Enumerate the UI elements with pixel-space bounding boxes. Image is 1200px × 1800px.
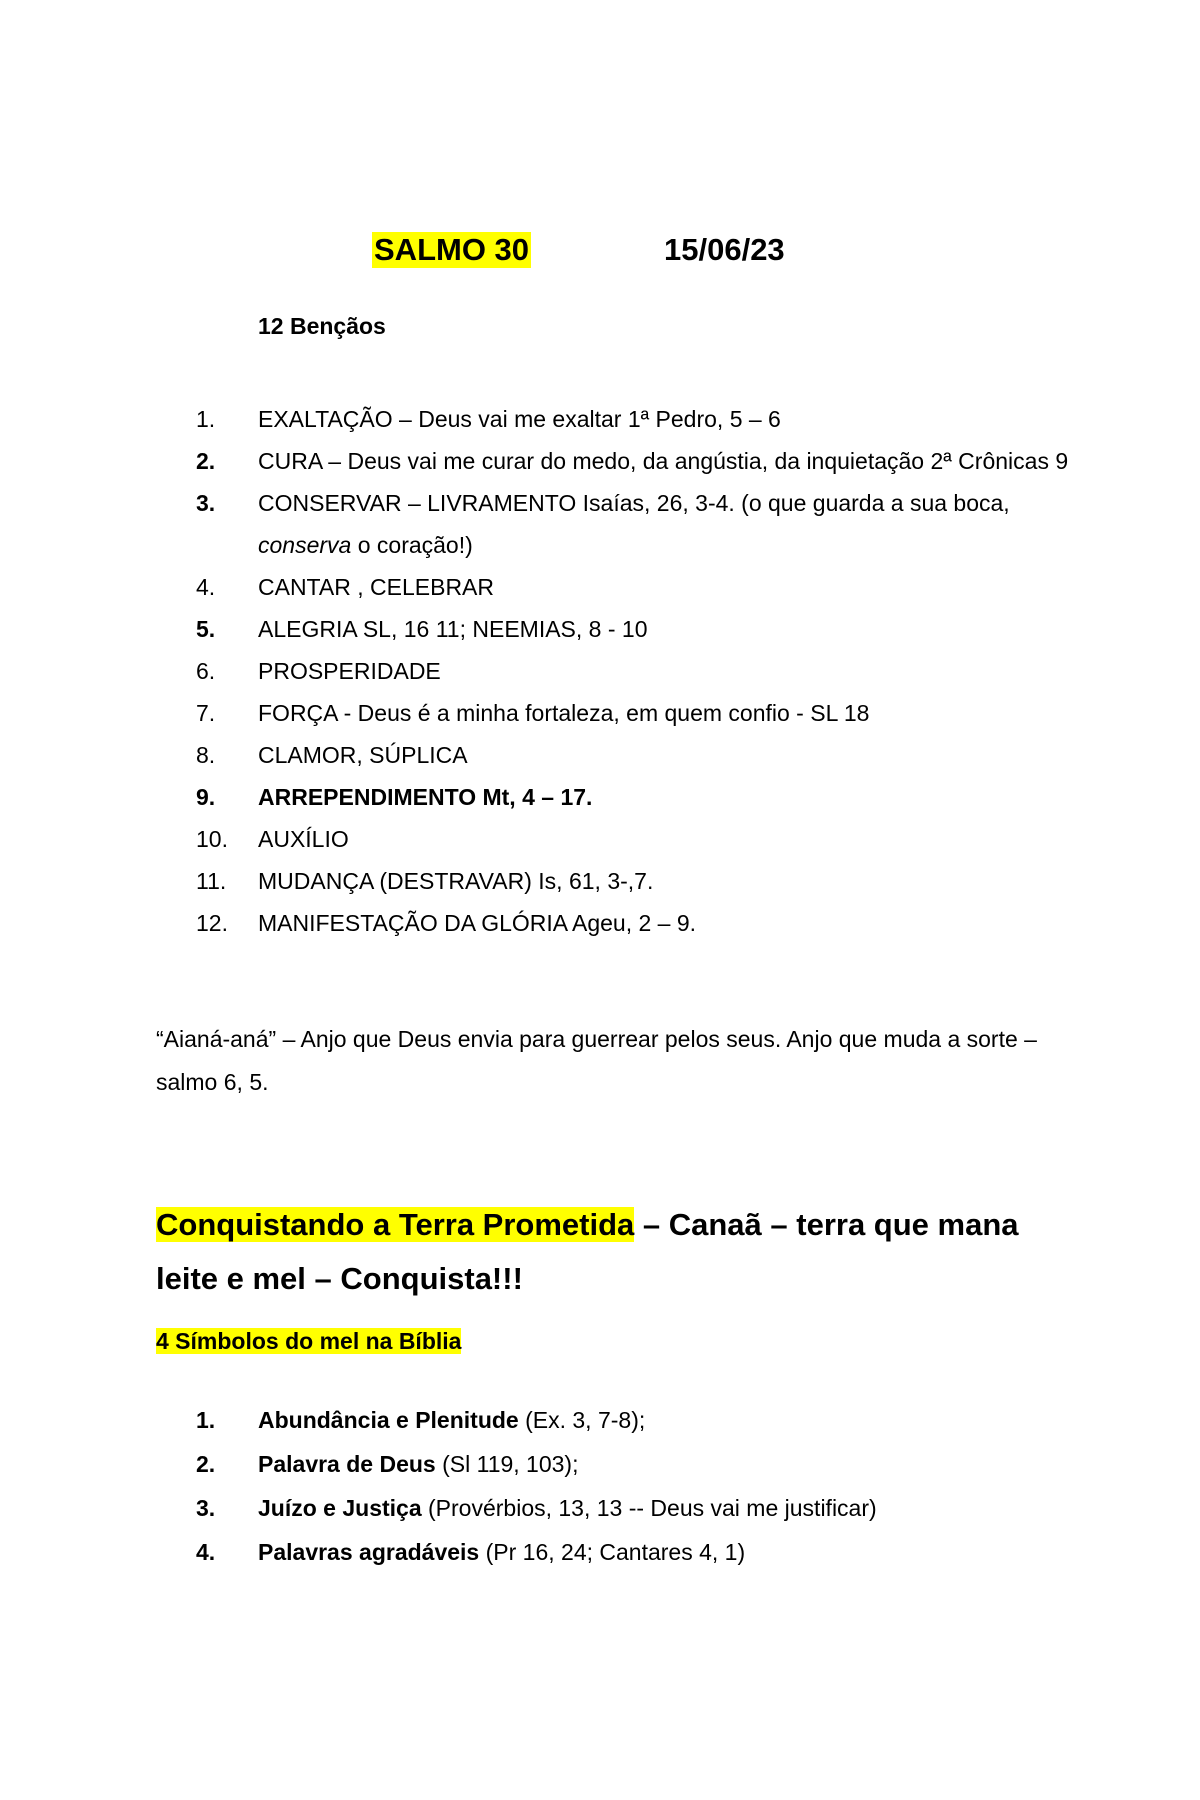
list-item bbox=[196, 1486, 1076, 1530]
list-item-text: ALEGRIA SL, 16 11; NEEMIAS, 8 - 10 bbox=[258, 616, 648, 642]
list-item bbox=[196, 650, 1076, 692]
list-item-term: Abundância e Plenitude bbox=[258, 1407, 519, 1433]
list-item-number: 10. bbox=[196, 826, 228, 852]
page-title-row bbox=[372, 232, 892, 272]
list-item-text: FORÇA - Deus é a minha fortaleza, em quem confio - SL 18 bbox=[258, 700, 870, 726]
list-item bbox=[196, 818, 1076, 860]
list-item bbox=[196, 566, 1076, 608]
list-item bbox=[196, 608, 1076, 650]
list-item-number: 3. bbox=[196, 490, 216, 516]
symbols-list bbox=[196, 1398, 1076, 1574]
list-item-ref: (Provérbios, 13, 13 -- Deus vai me justificar) bbox=[421, 1495, 877, 1521]
list-item-number: 12. bbox=[196, 910, 228, 936]
page-date: 15/06/23 bbox=[664, 232, 785, 267]
list-item-number: 3. bbox=[196, 1495, 216, 1521]
list-item-ref: (Sl 119, 103); bbox=[435, 1451, 579, 1477]
list-item-number: 5. bbox=[196, 616, 216, 642]
blessings-list bbox=[196, 398, 1076, 944]
list-item-text: MANIFESTAÇÃO DA GLÓRIA Ageu, 2 – 9. bbox=[258, 910, 697, 936]
list-item-text: PROSPERIDADE bbox=[258, 658, 441, 684]
list-item-number: 2. bbox=[196, 448, 216, 474]
list-item-text: CANTAR , CELEBRAR bbox=[258, 574, 495, 600]
angel-note: “Aianá-aná” – Anjo que Deus envia para guerrear pelos seus. Anjo que muda a sorte – salmo 6, 5. bbox=[156, 1026, 1037, 1095]
list-item-term: Palavras agradáveis bbox=[258, 1539, 480, 1565]
list-item-text: EXALTAÇÃO – Deus vai me exaltar 1ª Pedro, 5 – 6 bbox=[258, 406, 781, 432]
list-item bbox=[196, 776, 1076, 818]
list-item-text: MUDANÇA (DESTRAVAR) Is, 61, 3-,7. bbox=[258, 868, 654, 894]
page-title: SALMO 30 bbox=[374, 232, 530, 267]
list-item-number: 1. bbox=[196, 406, 216, 432]
list-item-ref: (Ex. 3, 7-8); bbox=[518, 1407, 646, 1433]
symbols-subheading bbox=[156, 1328, 461, 1355]
list-item bbox=[196, 692, 1076, 734]
blessings-subtitle: 12 Bençãos bbox=[258, 313, 386, 339]
list-item-text: ARREPENDIMENTO Mt, 4 – 17. bbox=[258, 784, 593, 810]
list-item-number: 4. bbox=[196, 1539, 216, 1565]
list-item bbox=[196, 1530, 1076, 1574]
list-item bbox=[196, 860, 1076, 902]
list-item-number: 4. bbox=[196, 574, 216, 600]
list-item bbox=[196, 734, 1076, 776]
list-item-number: 1. bbox=[196, 1407, 216, 1433]
list-item-text: AUXÍLIO bbox=[258, 826, 349, 852]
list-item-text: CONSERVAR – LIVRAMENTO Isaías, 26, 3-4. (o que guarda a sua boca, bbox=[258, 490, 1010, 516]
section-heading-highlight: Conquistando a Terra Prometida bbox=[156, 1207, 635, 1242]
list-item-number: 9. bbox=[196, 784, 216, 810]
list-item-number: 7. bbox=[196, 700, 216, 726]
list-item-number: 8. bbox=[196, 742, 216, 768]
list-item bbox=[196, 1442, 1076, 1486]
list-item-text: CURA – Deus vai me curar do medo, da angústia, da inquietação 2ª Crônicas 9 bbox=[258, 448, 1069, 474]
list-item-italic-text: conserva bbox=[258, 532, 352, 558]
list-item-number: 6. bbox=[196, 658, 216, 684]
section-heading bbox=[156, 1198, 1056, 1306]
list-item-term: Juízo e Justiça bbox=[258, 1495, 422, 1521]
list-item bbox=[196, 398, 1076, 440]
list-item bbox=[196, 902, 1076, 944]
section-heading-rest: – Canaã – terra que mana leite e mel – Conquista!!! bbox=[156, 1207, 1019, 1296]
list-item-ref: (Pr 16, 24; Cantares 4, 1) bbox=[479, 1539, 746, 1565]
list-item-text: o coração!) bbox=[351, 532, 473, 558]
list-item-number: 2. bbox=[196, 1451, 216, 1477]
list-item bbox=[196, 1398, 1076, 1442]
list-item bbox=[196, 482, 1076, 566]
symbols-subheading-text: 4 Símbolos do mel na Bíblia bbox=[156, 1328, 462, 1354]
list-item-text: CLAMOR, SÚPLICA bbox=[258, 742, 468, 768]
list-item-term: Palavra de Deus bbox=[258, 1451, 436, 1477]
list-item-number: 11. bbox=[196, 868, 227, 894]
list-item bbox=[196, 440, 1076, 482]
